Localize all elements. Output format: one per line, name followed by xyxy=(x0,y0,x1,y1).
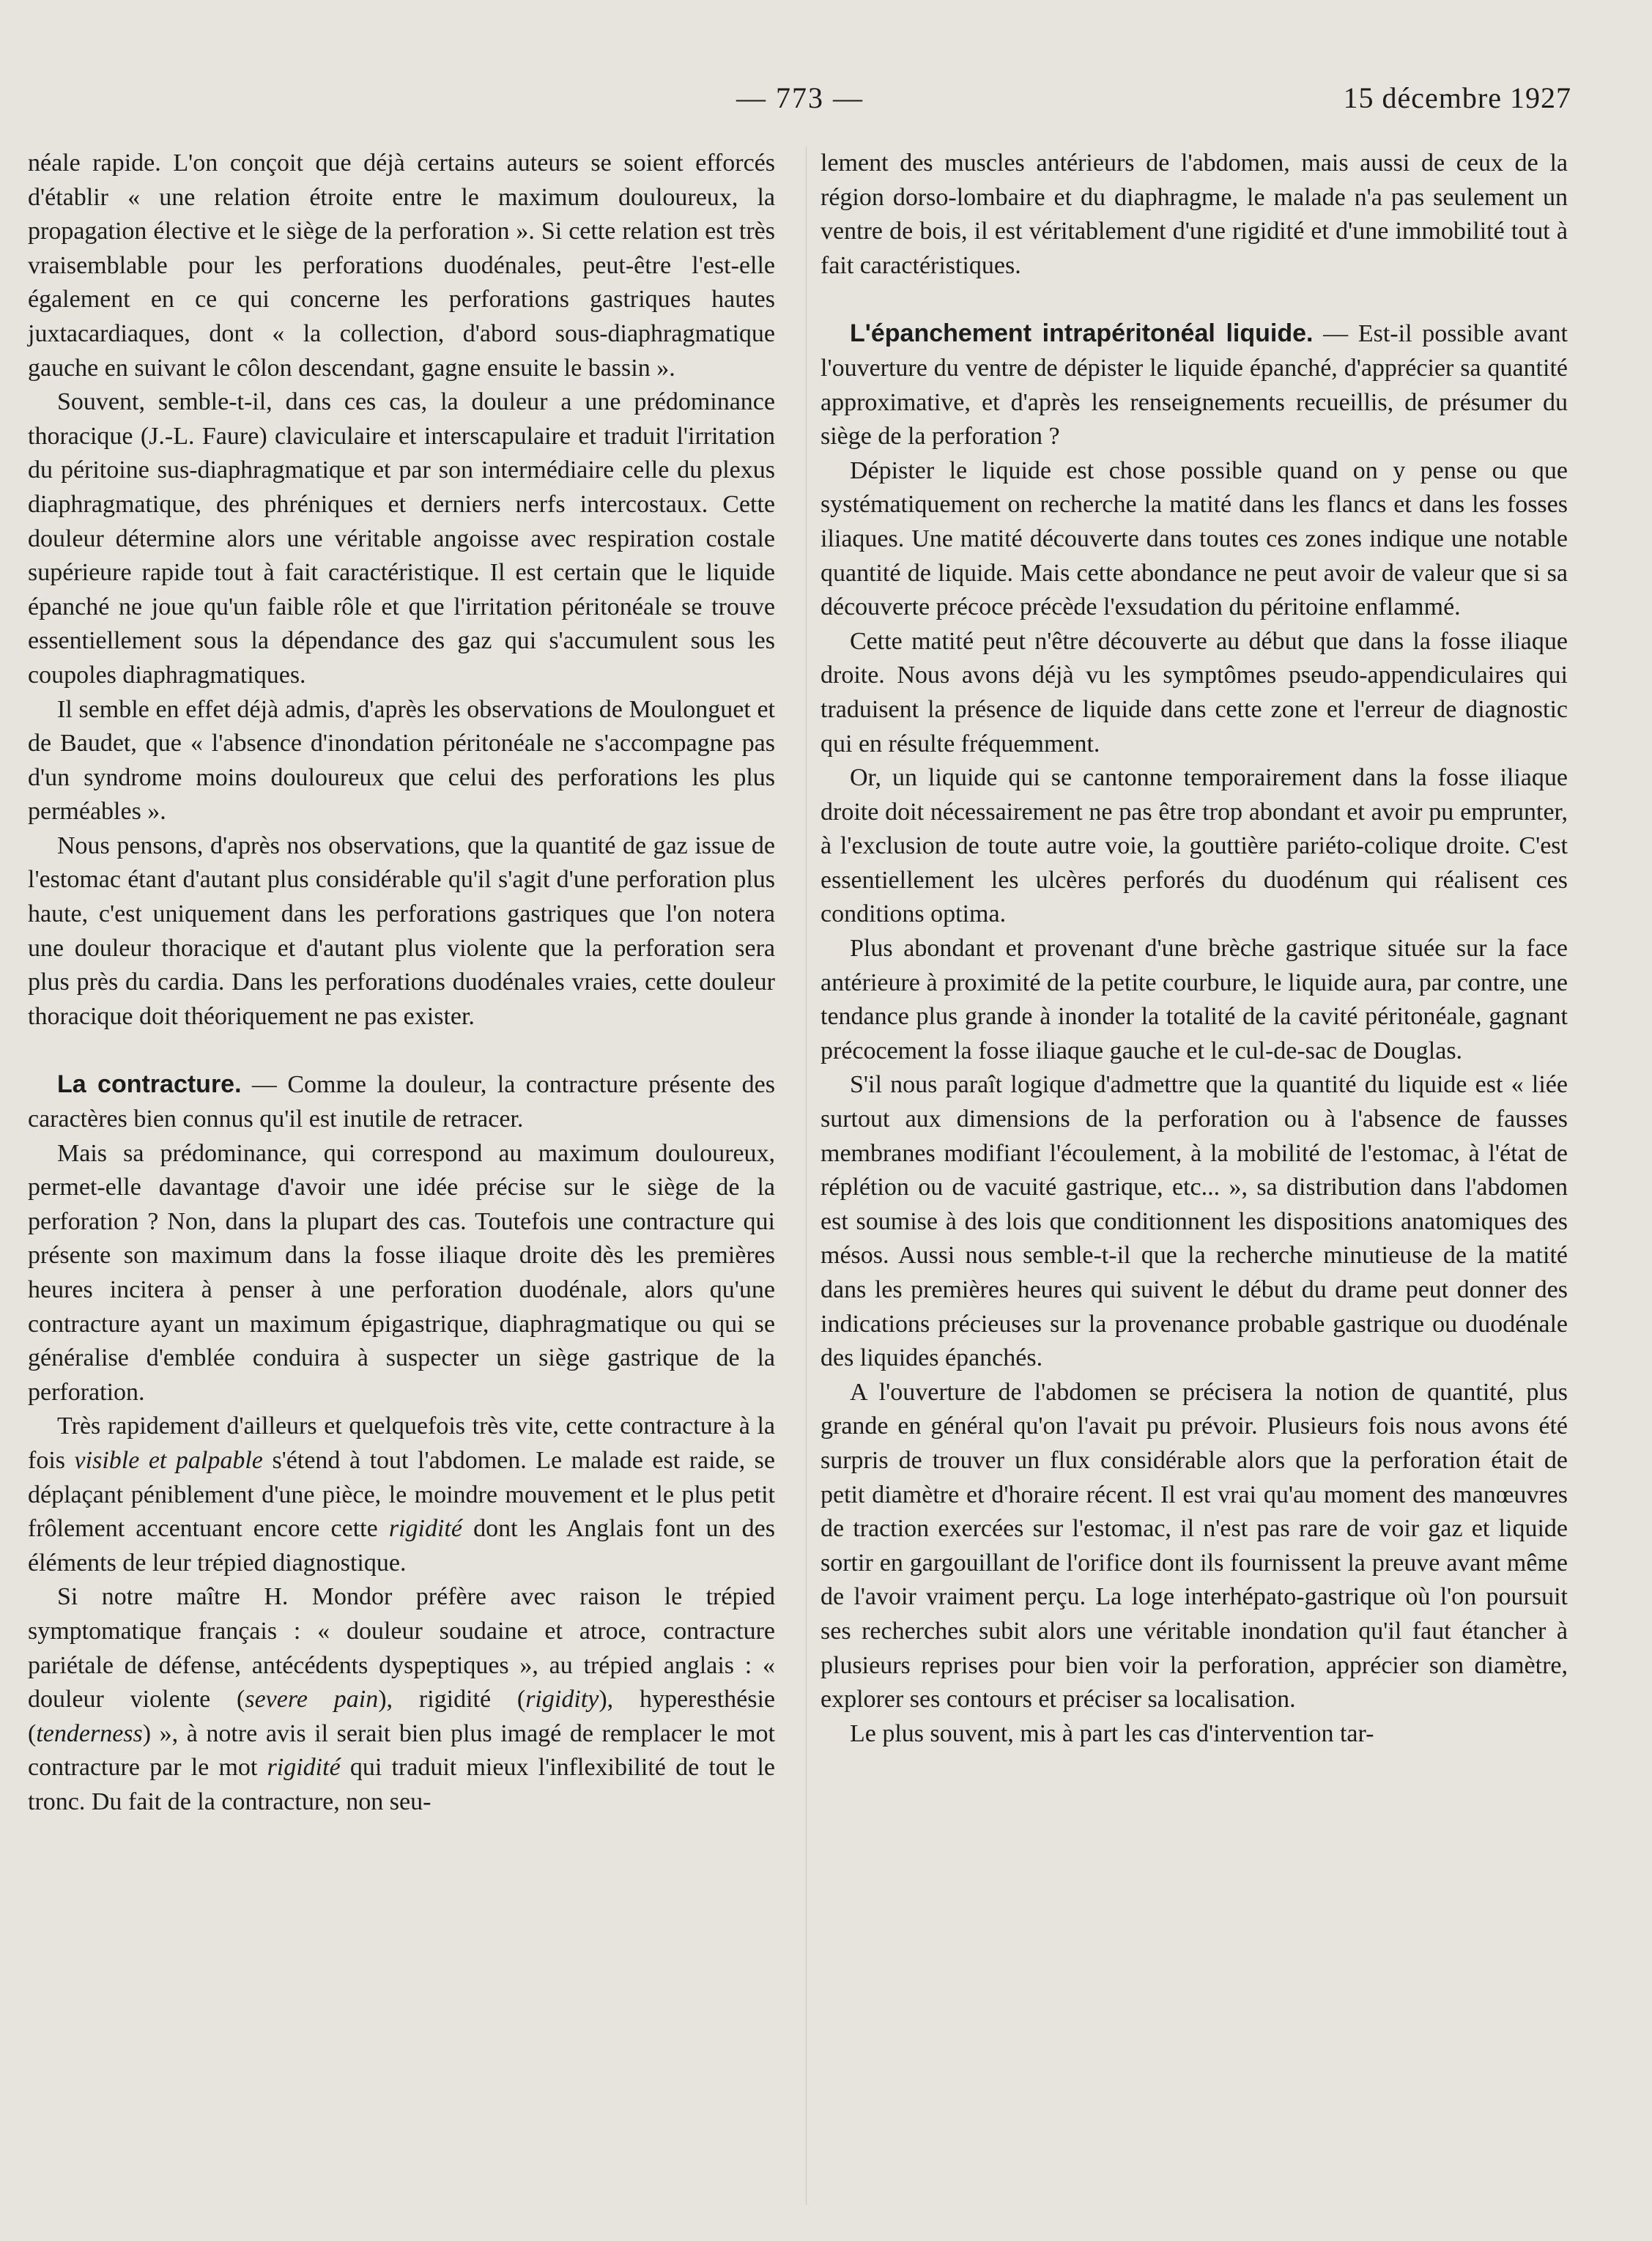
paragraph: S'il nous paraît logique d'admettre que la quantité du liquide est « liée surtout aux dimensions de la perforation ou à l'absence de fausses membranes modifiant l'écoulement, à la mobilité de l'estomac, à l'état de réplétion ou de vacuité gastrique, etc... », sa distribution dans l'abdomen est soumise à des lois que conditionnent les dispositions anatomiques des mésos. Aussi nous semble-t-il que la recherche minutieuse de la matité dans les premières heures qui suivent le début du drame peut donner des indications précieuses sur la provenance probable gastrique ou duodénale des liquides épanchés. xyxy=(821,1071,1568,1372)
paragraph: Plus abondant et provenant d'une brèche gastrique située sur la face antérieure à proximité de la petite courbure, le liquide aura, par contre, une tendance plus grande à inonder la totalité de la cavité péritonéale, gagnant précocement la fosse iliaque gauche et le cul-de-sac de Douglas. xyxy=(821,935,1568,1064)
text-run: s'étend à tout l'abdomen. Le malade est raide, se déplaçant péniblement d'une pièce, le moindre mouvement et le plus petit frôlement accentuant encore cette xyxy=(28,1446,776,1543)
text-run: ) », à notre avis il serait bien plus imagé de remplacer le mot contracture par le mot xyxy=(28,1719,775,1782)
text-run: dont les Anglais font un des éléments de leur trépied diagnostique. xyxy=(28,1515,775,1577)
page-number: — 773 — xyxy=(736,81,864,114)
paragraph: néale rapide. L'on conçoit que déjà certains auteurs se soient efforcés d'établir « une relation étroite entre le maximum douloureux, la propagation élective et le siège de la perforation ». Si cette relation est très vraisemblable pour les perforations duodénales, peut-être l'est-elle également en ce qui concerne les perforations gastriques hautes juxtacardiaques, dont « la collection, d'abord sous-diaphragmatique gauche en suivant le côlon descendant, gagne ensuite le bassin ». xyxy=(28,149,775,382)
paragraph: Souvent, semble-t-il, dans ces cas, la douleur a une prédominance thoracique (J.-L. Faure) claviculaire et interscapulaire et traduit l'irritation du péritoine sus-diaphragmatique et par son intermédiaire celle du plexus diaphragmatique, des phréniques et derniers nerfs intercostaux. Cette douleur détermine alors une véritable angoisse avec respiration costale supérieure rapide tout à fait caractéristique. Il est certain que le liquide épanché ne joue qu'un faible rôle et que l'irritation péritonéale se trouve essentiellement sous la dépendance des gaz qui s'accumulent sous les coupoles diaphragmatiques. xyxy=(28,388,775,689)
right-column xyxy=(821,147,1568,1751)
section-title-epanchement: L'épanchement intrapéritonéal liquide. xyxy=(850,319,1314,348)
section-gap xyxy=(821,283,1568,316)
italic-text: tenderness xyxy=(36,1719,143,1747)
paragraph xyxy=(28,1410,775,1580)
paragraph: Cette matité peut n'être découverte au début que dans la fosse iliaque droite. Nous avons déjà vu les symptômes pseudo-appendiculaires qui traduisent la présence de liquide dans cette zone et l'erreur de diagnostic qui en résulte fréquemment. xyxy=(821,627,1568,758)
text-run: ), hyperesthésie ( xyxy=(28,1686,776,1747)
italic-text: rigidité xyxy=(267,1754,341,1782)
text-run: qui traduit mieux l'inflexibilité de tout le tronc. Du fait de la contracture, non seu- xyxy=(28,1754,775,1815)
left-column xyxy=(28,147,775,1820)
page-header xyxy=(0,81,1652,125)
section-paragraph-contracture xyxy=(28,1067,775,1136)
paragraph: Nous pensons, d'après nos observations, que la quantité de gaz issue de l'estomac étant d'autant plus considérable qu'il s'agit d'une perforation plus haute, c'est uniquement dans les perforations gastriques que l'on notera une douleur thoracique et d'autant plus violente que la perforation sera plus près du cardia. Dans les perforations duodénales vraies, cette douleur thoracique doit théoriquement ne pas exister. xyxy=(28,831,775,1030)
section-text: — Comme la douleur, la contracture présente des caractères bien connus qu'il est inutile de retracer. xyxy=(28,1071,775,1133)
paragraph: Or, un liquide qui se cantonne temporairement dans la fosse iliaque droite doit nécessairement ne pas être trop abondant et avoir pu emprunter, à l'exclusion de toute autre voie, la gouttière pariéto-colique droite. C'est essentiellement les ulcères perforés du duodénum qui réalisent ces conditions optima. xyxy=(821,764,1568,928)
paragraph: Dépister le liquide est chose possible quand on y pense ou que systématiquement on recherche la matité dans les flancs et dans les fosses iliaques. Une matité découverte dans toutes ces zones indique une notable quantité de liquide. Mais cette abondance ne peut avoir de valeur que si sa découverte précoce précède l'exsudation du péritoine enflammé. xyxy=(821,456,1568,621)
paragraph: lement des muscles antérieurs de l'abdomen, mais aussi de ceux de la région dorso-lombaire et du diaphragme, le malade n'a pas seulement un ventre de bois, il est véritablement d'une rigidité et d'une immobilité tout à fait caractéristiques. xyxy=(821,149,1568,279)
section-title-contracture: La contracture. xyxy=(57,1070,242,1099)
section-gap xyxy=(28,1034,775,1067)
paragraph: Mais sa prédominance, qui correspond au maximum douloureux, permet-elle davantage d'avoir une idée précise sur le siège de la perforation ? Non, dans la plupart des cas. Toutefois une contracture qui présente son maximum dans la fosse iliaque droite dès les premières heures incitera à penser à une perforation duodénale, alors qu'une contracture ayant un maximum épigastrique, diaphragmatique ou qui se généralise d'emblée conduira à suspecter un siège gastrique de la perforation. xyxy=(28,1139,775,1406)
text-run: Si notre maître H. Mondor préfère avec raison le trépied symptomatique français : « douleur soudaine et atroce, contracture pariétale de défense, antécédents dyspeptiques », au trépied anglais : « douleur violente ( xyxy=(28,1583,775,1714)
issue-date: 15 décembre 1927 xyxy=(1343,81,1571,114)
italic-text: rigidité xyxy=(388,1515,462,1543)
column-divider xyxy=(806,147,807,2205)
paragraph: Le plus souvent, mis à part les cas d'intervention tar- xyxy=(850,1719,1374,1747)
italic-text: visible et palpable xyxy=(74,1446,263,1474)
italic-text: rigidity xyxy=(525,1686,599,1714)
section-paragraph-epanchement xyxy=(821,316,1568,453)
section-text: — Est-il possible avant l'ouverture du ventre de dépister le liquide épanché, d'apprécier sa quantité approximative, et d'après les renseignements recueillis, de présumer du siège de la perforation ? xyxy=(821,320,1568,451)
paragraph: A l'ouverture de l'abdomen se précisera la notion de quantité, plus grande en général qu'on l'avait pu prévoir. Plusieurs fois nous avons été surpris de trouver un flux considérable alors que la perforation était de petit diamètre et d'horaire récent. Il est vrai qu'au moment des manœuvres de traction exercées sur l'estomac, il n'est pas rare de voir gaz et liquide sortir en gargouillant de l'orifice dont ils fournissent la preuve avant même de l'avoir vraiment perçu. La loge interhépato-gastrique où l'on poursuit ses recherches subit alors une véritable inondation qu'il faut étancher à plusieurs reprises pour bien voir la perforation, apprécier son diamètre, explorer ses contours et préciser sa localisation. xyxy=(821,1378,1568,1714)
text-run: Très rapidement d'ailleurs et quelquefois très vite, cette contracture à la fois xyxy=(28,1412,775,1474)
paragraph: Il semble en effet déjà admis, d'après les observations de Moulonguet et de Baudet, que « l'absence d'inondation péritonéale ne s'accompagne pas d'un syndrome moins douloureux que celui des perforations les plus perméables ». xyxy=(28,695,775,826)
italic-text: severe pain xyxy=(245,1686,379,1714)
text-run: ), rigidité ( xyxy=(378,1686,526,1714)
paragraph xyxy=(28,1580,775,1819)
